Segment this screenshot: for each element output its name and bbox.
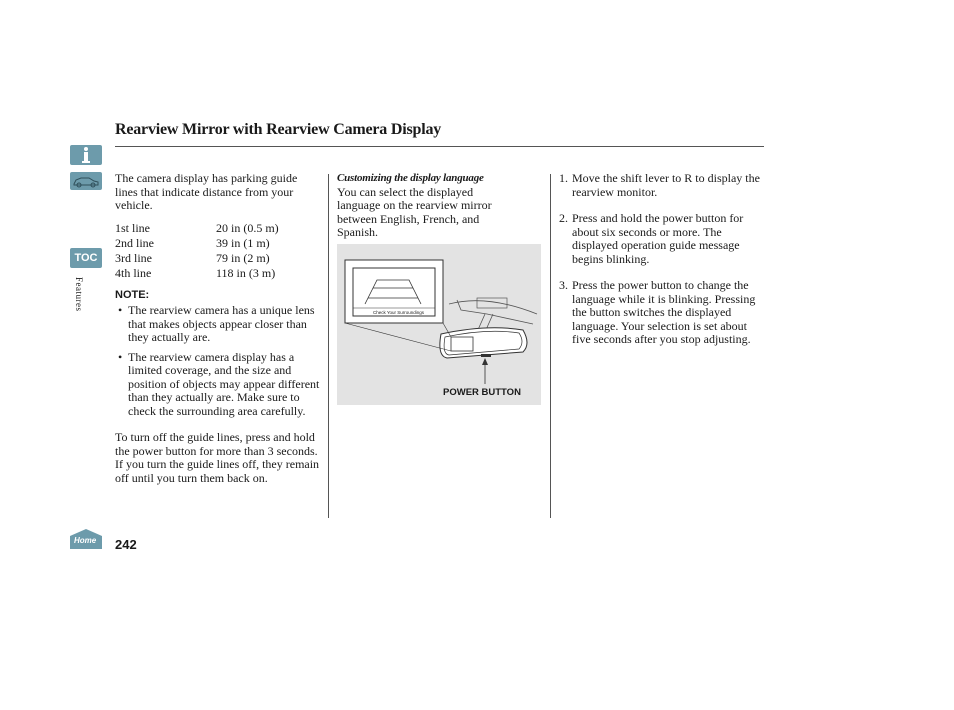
page-number: 242: [115, 537, 137, 552]
page-title: Rearview Mirror with Rearview Camera Display: [115, 121, 442, 138]
line-name: 1st line: [115, 220, 150, 235]
power-button-callout: POWER BUTTON: [443, 387, 521, 398]
table-row: [115, 236, 279, 251]
line-name: 4th line: [115, 265, 152, 280]
steps-list: [559, 172, 764, 347]
title-rule: [115, 146, 764, 147]
language-text: You can select the displayed language on the rearview mirror between English, French, and Spanish.: [337, 184, 492, 239]
step-text: Press and hold the power button for about six seconds or more. The displayed operation guide message begins blinking.: [572, 211, 744, 266]
right-column: [559, 172, 764, 360]
line-distance: 79 in (2 m): [216, 250, 270, 265]
list-item: • The rearview camera has a unique lens that makes objects appear closer than they actually are.: [115, 304, 320, 345]
guide-lines-table: [115, 221, 279, 281]
table-row: [115, 266, 279, 281]
mirror-diagram: [337, 244, 541, 405]
step-text: Move the shift lever to R to display the rearview monitor.: [572, 171, 760, 199]
mirror-illustration: [337, 244, 541, 405]
step-number: 3.: [559, 278, 568, 292]
line-distance: 118 in (3 m): [216, 265, 276, 280]
column-divider: [550, 174, 551, 518]
list-item: [559, 279, 764, 347]
column-divider: [328, 174, 329, 518]
screen-caption: Check Your Surroundings: [373, 310, 425, 315]
toc-tab[interactable]: [70, 248, 102, 268]
home-label: Home: [74, 536, 97, 545]
line-name: 3rd line: [115, 250, 152, 265]
car-tab[interactable]: [70, 172, 102, 190]
left-column: [115, 172, 320, 485]
line-distance: 39 in (1 m): [216, 235, 270, 250]
section-subheading: Customizing the display language: [337, 172, 484, 184]
table-row: [115, 221, 279, 236]
step-text: Press the power button to change the language while it is blinking. Pressing the button switches the displayed language. Your selection is set about five seconds after you stop adjusting.: [572, 278, 756, 346]
list-item: [559, 172, 764, 199]
line-name: 2nd line: [115, 235, 154, 250]
table-row: [115, 251, 279, 266]
home-tab[interactable]: [70, 528, 102, 549]
note-label: NOTE:: [115, 288, 150, 301]
middle-column: [337, 172, 542, 240]
step-number: 2.: [559, 211, 568, 225]
car-icon: [70, 172, 102, 190]
step-number: 1.: [559, 171, 568, 185]
outro-text: To turn off the guide lines, press and hold the power button for more than 3 seconds. If you turn the guide lines off, they remain off until you turn them back on.: [115, 430, 320, 485]
toc-label: TOC: [74, 252, 98, 264]
section-label: Features: [74, 277, 84, 312]
list-item: • The rearview camera display has a limited coverage, and the size and position of objects may appear different than they actually are. Make sure to check the surrounding area carefully.: [115, 351, 320, 419]
line-distance: 20 in (0.5 m): [216, 220, 279, 235]
note-list: [115, 304, 320, 418]
intro-text: The camera display has parking guide lines that indicate distance from your vehicle.: [115, 171, 298, 212]
info-tab[interactable]: [70, 145, 102, 165]
list-item: [559, 212, 764, 266]
info-icon: [83, 147, 89, 163]
